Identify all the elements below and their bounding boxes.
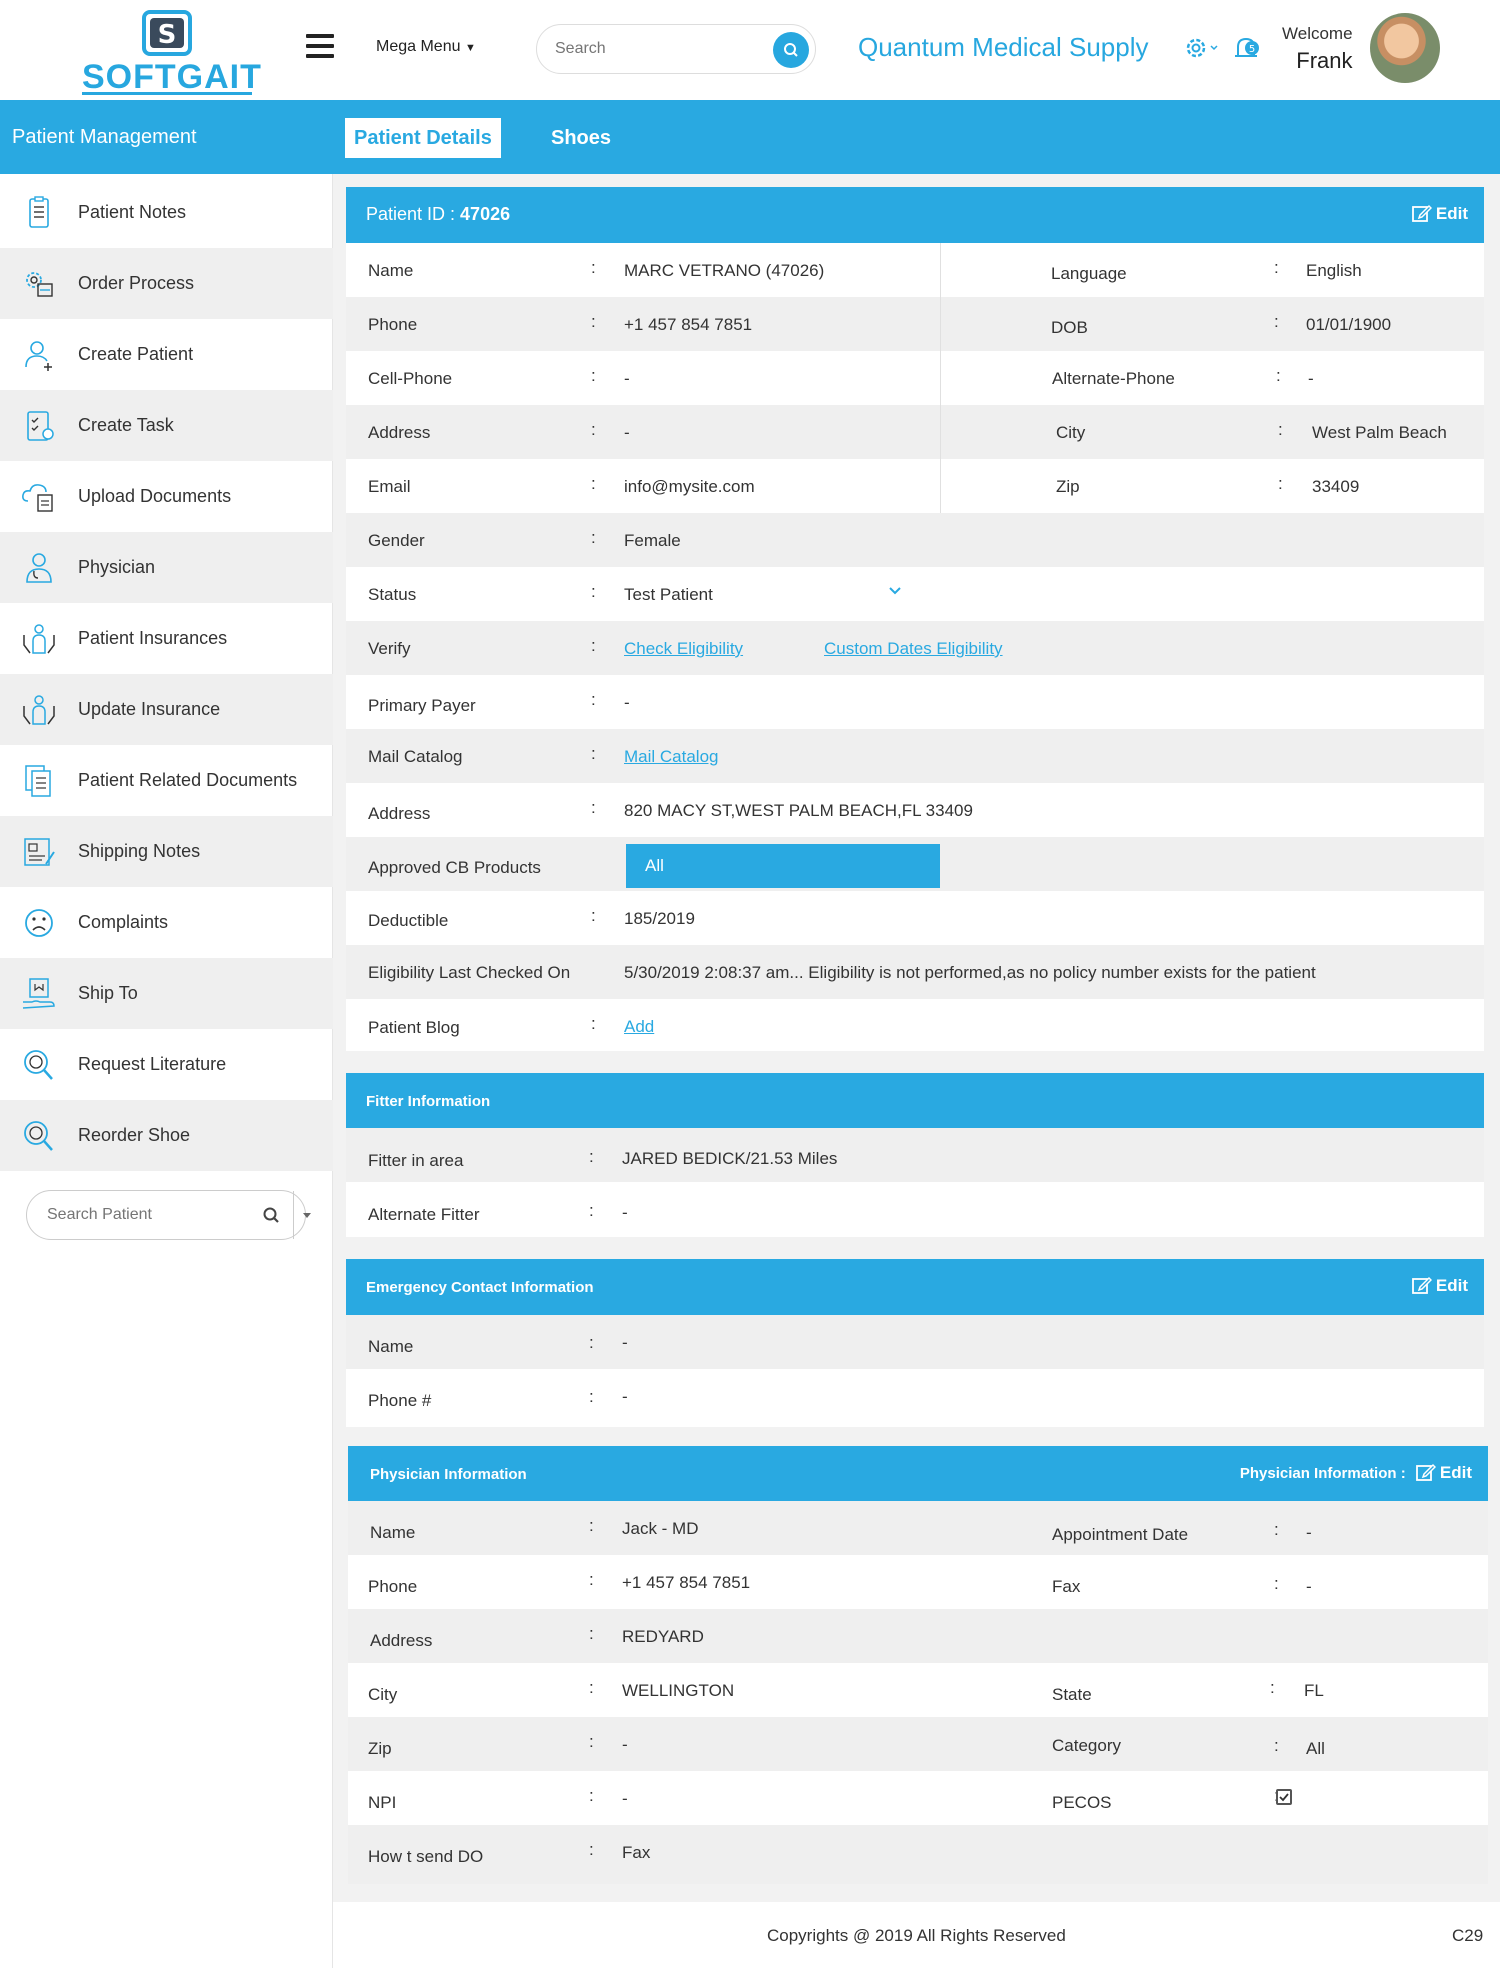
fitter-panel-header bbox=[346, 1073, 1484, 1128]
field-label: Fax bbox=[1052, 1577, 1081, 1596]
patient-search bbox=[26, 1190, 306, 1240]
field-label: Name bbox=[370, 1523, 416, 1542]
field-label: Patient Blog bbox=[368, 1018, 460, 1037]
physician-title: Physician Information bbox=[370, 1466, 527, 1483]
info-row: NPI : - PECOS : bbox=[348, 1771, 1488, 1825]
field-value: West Palm Beach bbox=[1312, 423, 1447, 442]
fitter-panel bbox=[346, 1073, 1484, 1237]
mega-menu-label: Mega Menu bbox=[376, 38, 461, 55]
welcome-label: Welcome bbox=[1282, 24, 1353, 43]
field-value: +1 457 854 7851 bbox=[622, 1573, 751, 1592]
field-label: Email bbox=[368, 477, 411, 496]
field-value: - bbox=[622, 1789, 628, 1808]
search-icon[interactable] bbox=[262, 1206, 282, 1226]
sidebar-item-create-task[interactable] bbox=[0, 390, 333, 461]
field-label: Deductible bbox=[368, 911, 449, 930]
field-label: Primary Payer bbox=[368, 696, 476, 715]
info-row: Gender : Female bbox=[346, 513, 1484, 567]
info-row: Cell-Phone : - Alternate-Phone : - bbox=[346, 351, 1484, 405]
physician-right-title: Physician Information : bbox=[1239, 1465, 1410, 1482]
field-value: FL bbox=[1304, 1681, 1324, 1700]
field-label: Name bbox=[368, 261, 414, 280]
edit-icon bbox=[1412, 204, 1432, 222]
physician-panel-header bbox=[348, 1446, 1488, 1501]
sidebar-item-label: Update Insurance bbox=[78, 699, 221, 719]
field-value: - bbox=[624, 693, 630, 712]
gear-icon[interactable] bbox=[1183, 35, 1223, 61]
sidebar bbox=[0, 174, 333, 1968]
field-label: Name bbox=[368, 1337, 414, 1356]
field-value: WELLINGTON bbox=[622, 1681, 735, 1700]
mail-catalog-link[interactable]: Mail Catalog bbox=[624, 747, 719, 766]
field-value: 820 MACY ST,WEST PALM BEACH,FL 33409 bbox=[624, 801, 973, 820]
field-label: NPI bbox=[368, 1793, 397, 1812]
field-label: City bbox=[368, 1685, 398, 1704]
footer-code: C29 bbox=[1452, 1926, 1484, 1945]
field-value: Female bbox=[624, 531, 681, 550]
sidebar-item-upload-documents[interactable] bbox=[0, 461, 333, 532]
info-row: Name : - bbox=[346, 1315, 1484, 1369]
field-label: Phone bbox=[368, 1577, 418, 1596]
top-header bbox=[0, 0, 1500, 100]
field-value: +1 457 854 7851 bbox=[624, 315, 753, 334]
field-label: Cell-Phone bbox=[368, 369, 453, 388]
edit-button[interactable]: Edit bbox=[1412, 204, 1468, 224]
ship-to-icon bbox=[20, 976, 58, 1012]
info-row: Phone : +1 457 854 7851 Fax : - bbox=[348, 1555, 1488, 1609]
field-label: Alternate Fitter bbox=[368, 1205, 480, 1224]
info-row: Phone : +1 457 854 7851 DOB : 01/01/1900 bbox=[346, 297, 1484, 351]
field-label: Status bbox=[368, 585, 417, 604]
field-value: - bbox=[624, 369, 630, 388]
patient-id: Patient ID : 47026 bbox=[366, 204, 511, 224]
field-value: - bbox=[1308, 369, 1314, 388]
field-label: Eligibility Last Checked On bbox=[368, 963, 571, 982]
field-value: All bbox=[1306, 1739, 1325, 1758]
task-clipboard-icon bbox=[20, 408, 58, 444]
sidebar-item-complaints[interactable] bbox=[0, 887, 333, 958]
patient-search-input[interactable] bbox=[47, 1204, 227, 1226]
info-row: Address : 820 MACY ST,WEST PALM BEACH,FL 33409 bbox=[368, 798, 973, 823]
approved-cb-products-select[interactable]: All bbox=[626, 844, 940, 888]
search-icon bbox=[773, 32, 809, 68]
field-value: 185/2019 bbox=[624, 909, 695, 928]
sidebar-item-patient-related-documents[interactable] bbox=[0, 745, 333, 816]
field-value: - bbox=[1306, 1523, 1312, 1542]
sidebar-item-label: Patient Related Documents bbox=[78, 770, 298, 790]
insurance-hands-icon bbox=[20, 621, 58, 657]
logo-s-icon bbox=[142, 10, 192, 56]
sidebar-item-reorder-shoe[interactable] bbox=[0, 1100, 333, 1171]
sidebar-item-label: Order Process bbox=[78, 273, 195, 293]
logo-text: SOFTGAIT bbox=[82, 58, 262, 96]
bell-icon[interactable] bbox=[1232, 34, 1262, 64]
info-row: Name : MARC VETRANO (47026) Language : English bbox=[346, 243, 1484, 297]
info-row: Fitter in area : JARED BEDICK/21.53 Miles bbox=[346, 1128, 1484, 1182]
check-icon bbox=[1278, 1791, 1290, 1803]
tab-shoes[interactable]: Shoes bbox=[551, 127, 612, 149]
field-label: Phone # bbox=[368, 1391, 432, 1410]
field-label: Zip bbox=[368, 1739, 392, 1758]
custom-dates-eligibility-link[interactable]: Custom Dates Eligibility bbox=[824, 639, 1003, 658]
field-label: Mail Catalog bbox=[368, 747, 463, 766]
patient-details-panel bbox=[346, 187, 1484, 1051]
edit-icon bbox=[1416, 1463, 1436, 1481]
search-button[interactable] bbox=[773, 32, 809, 68]
sidebar-item-ship-to[interactable] bbox=[0, 958, 333, 1029]
shipping-notes-icon bbox=[20, 834, 58, 870]
info-row: Patient Blog : Add bbox=[368, 1014, 655, 1037]
welcome-block bbox=[1282, 24, 1353, 74]
field-value: 5/30/2019 2:08:37 am... Eligibility is not performed,as no policy number exists for the patient bbox=[624, 963, 1316, 982]
field-label: State bbox=[1052, 1685, 1092, 1704]
sidebar-item-label: Reorder Shoe bbox=[78, 1125, 191, 1145]
field-label: Address bbox=[370, 1631, 433, 1650]
field-label: Address bbox=[368, 804, 431, 823]
sidebar-item-physician[interactable] bbox=[0, 532, 333, 603]
field-label: PECOS bbox=[1052, 1793, 1112, 1812]
physician-panel bbox=[348, 1446, 1488, 1884]
sidebar-item-update-insurance[interactable] bbox=[0, 674, 333, 745]
sidebar-item-label: Upload Documents bbox=[78, 486, 232, 506]
emergency-title: Emergency Contact Information bbox=[366, 1279, 594, 1296]
sidebar-item-label: Complaints bbox=[78, 912, 169, 932]
sidebar-item-label: Patient Insurances bbox=[78, 628, 228, 648]
info-row: Address : REDYARD bbox=[348, 1609, 1488, 1663]
sidebar-item-shipping-notes[interactable] bbox=[0, 816, 333, 887]
sidebar-item-patient-notes[interactable] bbox=[0, 177, 333, 248]
field-value: - bbox=[624, 423, 630, 442]
fitter-title: Fitter Information bbox=[366, 1093, 491, 1110]
company-name: Quantum Medical Supply bbox=[858, 32, 1149, 62]
blue-band bbox=[0, 100, 1500, 174]
field-label: Verify bbox=[368, 639, 411, 658]
softgait-logo[interactable] bbox=[82, 10, 262, 96]
field-value: 01/01/1900 bbox=[1306, 315, 1392, 334]
hamburger-menu-icon[interactable] bbox=[306, 34, 334, 58]
field-label: How t send DO bbox=[368, 1847, 484, 1866]
field-label: Fitter in area bbox=[368, 1151, 464, 1170]
field-label: Phone bbox=[368, 315, 418, 334]
info-row: Alternate Fitter : - bbox=[368, 1201, 628, 1224]
add-blog-link[interactable]: Add bbox=[624, 1017, 655, 1036]
emergency-contact-panel bbox=[346, 1259, 1484, 1427]
field-label: Address bbox=[368, 423, 431, 442]
cloud-upload-icon bbox=[20, 479, 58, 515]
sidebar-item-label: Physician bbox=[78, 557, 156, 577]
info-row: Deductible : 185/2019 bbox=[368, 906, 695, 930]
field-value: English bbox=[1306, 261, 1362, 280]
sad-face-icon bbox=[20, 905, 58, 941]
field-label: Category bbox=[1052, 1736, 1121, 1755]
field-value: info@mysite.com bbox=[624, 477, 755, 496]
avatar[interactable] bbox=[1370, 13, 1440, 83]
patient-panel-header bbox=[346, 187, 1484, 243]
field-value: MARC VETRANO (47026) bbox=[624, 261, 825, 280]
field-value: REDYARD bbox=[622, 1627, 704, 1646]
gears-order-icon bbox=[20, 266, 58, 302]
status-select[interactable]: Test Patient bbox=[624, 585, 713, 604]
doctor-icon bbox=[20, 550, 58, 586]
info-row: Email : info@mysite.com Zip : 33409 bbox=[346, 459, 1484, 513]
check-eligibility-link[interactable]: Check Eligibility bbox=[624, 639, 744, 658]
edit-icon bbox=[1412, 1276, 1432, 1294]
header-search bbox=[536, 24, 816, 74]
edit-button[interactable]: Edit bbox=[1412, 1276, 1468, 1296]
field-value: - bbox=[622, 1203, 628, 1222]
sidebar-item-label: Request Literature bbox=[78, 1054, 227, 1074]
info-row: Primary Payer : - bbox=[368, 690, 630, 715]
field-value: - bbox=[622, 1735, 628, 1754]
header-search-input[interactable] bbox=[555, 37, 755, 61]
info-row bbox=[346, 945, 1484, 999]
field-label: Language bbox=[1051, 264, 1127, 283]
info-row: How t send DO : Fax bbox=[348, 1825, 1488, 1879]
sidebar-item-label: Create Patient bbox=[78, 344, 194, 364]
copyright-text: Copyrights @ 2019 All Rights Reserved bbox=[767, 1926, 1066, 1945]
chevron-down-icon[interactable] bbox=[303, 1213, 311, 1218]
reorder-search-icon bbox=[20, 1118, 58, 1154]
sidebar-item-order-process[interactable] bbox=[0, 248, 333, 319]
field-value: 33409 bbox=[1312, 477, 1360, 496]
field-label: Appointment Date bbox=[1052, 1525, 1189, 1544]
search-literature-icon bbox=[20, 1047, 58, 1083]
field-label: Gender bbox=[368, 531, 425, 550]
field-value: - bbox=[622, 1387, 628, 1406]
info-row: Name : Jack - MD Appointment Date : - bbox=[348, 1501, 1488, 1555]
field-value: Fax bbox=[622, 1843, 651, 1862]
field-label: City bbox=[1056, 423, 1086, 442]
info-row: Verify : Check Eligibility Custom Dates Eligibility bbox=[346, 621, 1484, 675]
add-user-icon bbox=[20, 337, 58, 373]
field-label: Approved CB Products bbox=[368, 858, 541, 877]
sidebar-item-label: Patient Notes bbox=[78, 202, 187, 222]
tab-patient-details[interactable]: Patient Details bbox=[345, 118, 501, 158]
sidebar-item-patient-insurances[interactable] bbox=[0, 603, 333, 674]
svg-text:S: S bbox=[157, 20, 177, 50]
pecos-checkbox[interactable] bbox=[1276, 1789, 1292, 1805]
caret-down-icon: ▼ bbox=[464, 42, 476, 54]
field-value: JARED BEDICK/21.53 Miles bbox=[622, 1149, 838, 1168]
info-row: City : WELLINGTON State : FL bbox=[348, 1663, 1488, 1717]
documents-icon bbox=[20, 763, 58, 799]
field-label: Zip bbox=[1056, 477, 1080, 496]
field-value: - bbox=[1306, 1577, 1312, 1596]
clipboard-notes-icon bbox=[20, 195, 58, 231]
field-value: - bbox=[622, 1333, 628, 1352]
sidebar-item-label: Create Task bbox=[78, 415, 174, 435]
section-title: Patient Management bbox=[12, 126, 197, 148]
edit-button[interactable]: Physician Information : Edit bbox=[1239, 1463, 1472, 1482]
info-row: Address : - City : West Palm Beach bbox=[346, 405, 1484, 459]
svg-text:5: 5 bbox=[1248, 44, 1256, 55]
chevron-down-icon[interactable] bbox=[888, 584, 902, 598]
insurance-update-icon bbox=[20, 692, 58, 728]
sidebar-item-create-patient[interactable] bbox=[0, 319, 333, 390]
field-value: Jack - MD bbox=[622, 1519, 699, 1538]
field-label: Alternate-Phone bbox=[1052, 369, 1175, 388]
info-row: Mail Catalog : Mail Catalog bbox=[346, 729, 1484, 783]
search-divider bbox=[293, 1191, 294, 1239]
footer bbox=[333, 1902, 1500, 1968]
info-row: Status : Test Patient bbox=[346, 567, 1484, 621]
sidebar-item-request-literature[interactable] bbox=[0, 1029, 333, 1100]
sidebar-item-label: Shipping Notes bbox=[78, 841, 201, 861]
field-label: DOB bbox=[1051, 318, 1088, 337]
info-row bbox=[346, 837, 1484, 891]
info-row: Phone # : - bbox=[368, 1387, 628, 1410]
info-row: Zip : - Category : All bbox=[348, 1717, 1488, 1771]
user-name: Frank bbox=[1296, 48, 1353, 73]
emergency-panel-header bbox=[346, 1259, 1484, 1315]
sidebar-item-label: Ship To bbox=[78, 983, 138, 1003]
mega-menu-dropdown[interactable] bbox=[376, 38, 476, 56]
